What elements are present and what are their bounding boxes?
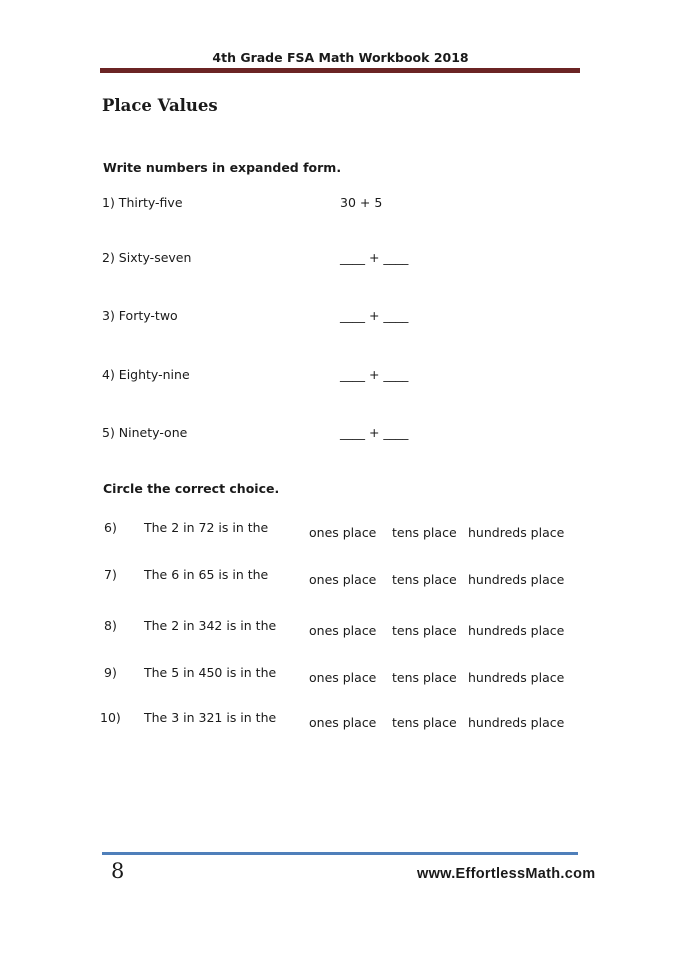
choice-hundreds-place[interactable]: hundreds place: [468, 572, 565, 587]
choice-ones-place[interactable]: ones place: [309, 670, 377, 685]
choice-tens-place[interactable]: tens place: [392, 715, 457, 730]
footer-url[interactable]: www.EffortlessMath.com: [417, 866, 596, 882]
choice-tens-place[interactable]: tens place: [392, 525, 457, 540]
expanded-item-label: 3) Forty-two: [102, 308, 178, 323]
header-rule: [100, 68, 580, 73]
choice-hundreds-place[interactable]: hundreds place: [468, 623, 565, 638]
choice-ones-place[interactable]: ones place: [309, 525, 377, 540]
header-title: 4th Grade FSA Math Workbook 2018: [212, 50, 469, 65]
expanded-item-answer-blank: ____ + ____: [340, 250, 409, 265]
choice-tens-place[interactable]: tens place: [392, 623, 457, 638]
choice-hundreds-place[interactable]: hundreds place: [468, 715, 565, 730]
expanded-item-label: 4) Eighty-nine: [102, 367, 190, 382]
choice-item-number: 9): [104, 665, 117, 680]
expanded-item-label: 1) Thirty-five: [102, 195, 183, 210]
choice-item-number: 8): [104, 618, 117, 633]
choice-item-number: 10): [100, 710, 121, 725]
choice-item-number: 7): [104, 567, 117, 582]
choice-ones-place[interactable]: ones place: [309, 623, 377, 638]
choice-hundreds-place[interactable]: hundreds place: [468, 670, 565, 685]
expanded-item-answer-blank: ____ + ____: [340, 425, 409, 440]
footer-rule: [102, 852, 578, 855]
expanded-form-instruction: Write numbers in expanded form.: [103, 160, 342, 175]
expanded-item-answer-blank: ____ + ____: [340, 308, 409, 323]
choice-hundreds-place[interactable]: hundreds place: [468, 525, 565, 540]
choice-item-question: The 2 in 342 is in the: [144, 618, 277, 633]
choice-item-question: The 3 in 321 is in the: [144, 710, 277, 725]
choice-item-question: The 2 in 72 is in the: [144, 520, 269, 535]
choice-item-number: 6): [104, 520, 117, 535]
expanded-item-answer: 30 + 5: [340, 195, 383, 210]
choice-item-question: The 5 in 450 is in the: [144, 665, 277, 680]
page-title: Place Values: [102, 96, 218, 115]
choice-ones-place[interactable]: ones place: [309, 715, 377, 730]
expanded-item-answer-blank: ____ + ____: [340, 367, 409, 382]
choice-ones-place[interactable]: ones place: [309, 572, 377, 587]
choice-instruction: Circle the correct choice.: [103, 481, 280, 496]
page-number: 8: [111, 859, 125, 883]
expanded-item-label: 5) Ninety-one: [102, 425, 188, 440]
expanded-item-label: 2) Sixty-seven: [102, 250, 192, 265]
choice-item-question: The 6 in 65 is in the: [144, 567, 269, 582]
choice-tens-place[interactable]: tens place: [392, 572, 457, 587]
choice-tens-place[interactable]: tens place: [392, 670, 457, 685]
